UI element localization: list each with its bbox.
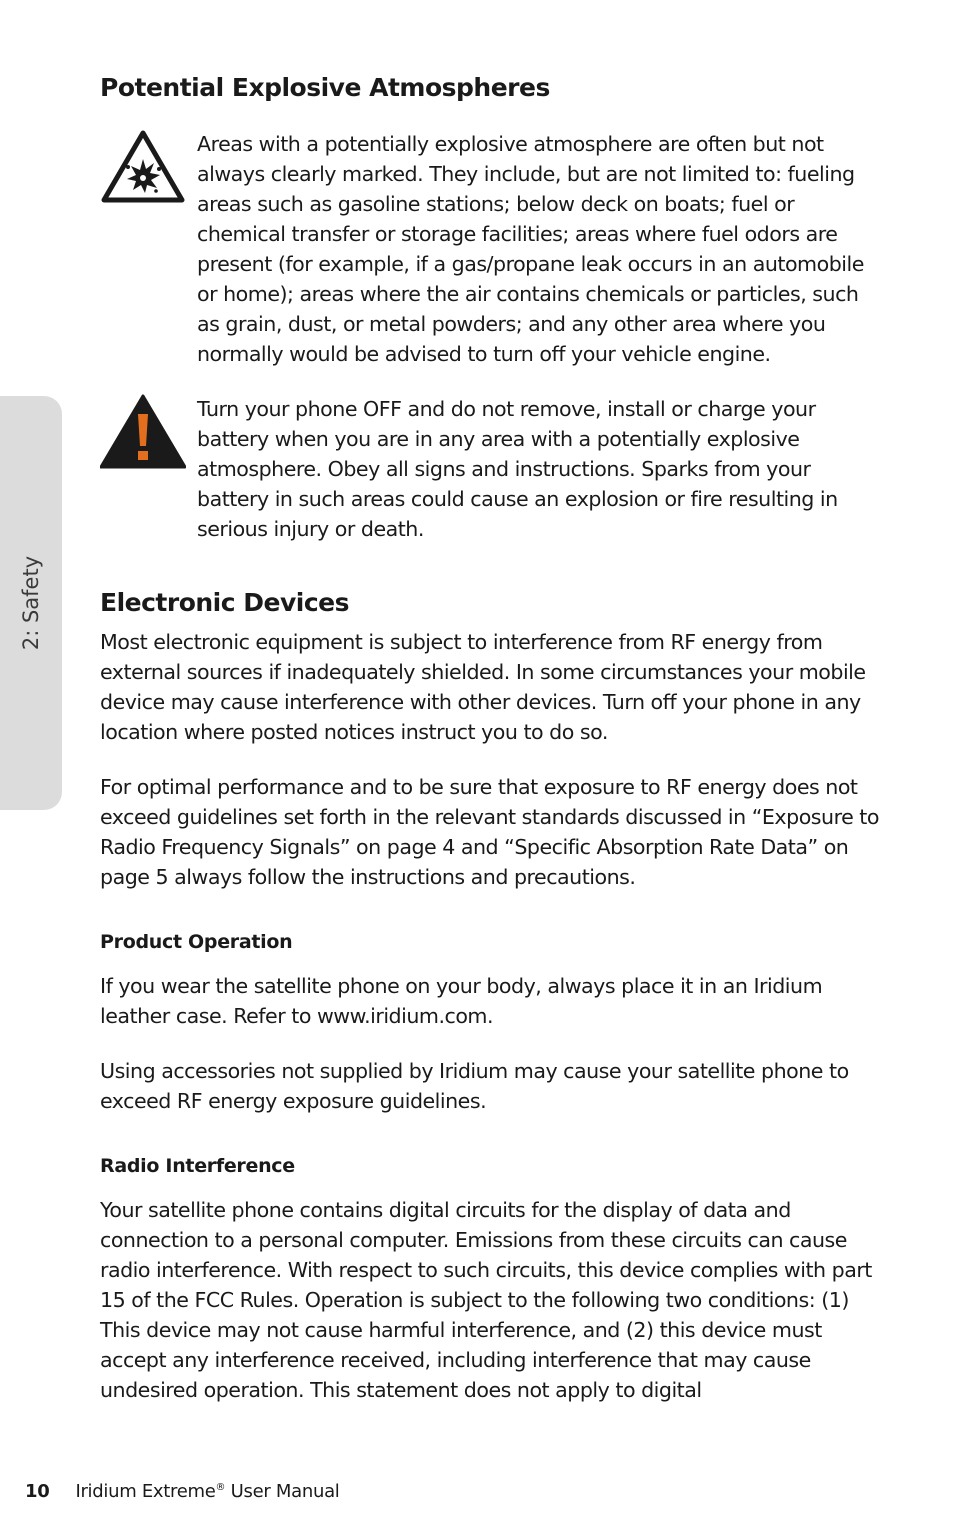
section-title-electronic: Electronic Devices — [100, 588, 349, 617]
product-paragraph-2: Using accessories not supplied by Iridium may cause your satellite phone to exceed RF energy exposure guidelines. — [100, 1059, 849, 1113]
subsection-title-radio-interference: Radio Interference — [100, 1155, 295, 1177]
page-number: 10 — [25, 1481, 50, 1502]
electronic-paragraph-2: For optimal performance and to be sure that exposure to RF energy does not exceed guidelines set forth in the relevant standards discussed in “Exposure to Radio Frequency Signals” on page 4 and “Specific Absorption Rate Data” on page 5 always follow the instructions and precautions. — [100, 775, 879, 889]
warning-block-phone-off — [100, 394, 880, 544]
product-paragraph-1: If you wear the satellite phone on your body, always place it in an Iridium leather case. Refer to www.iridium.com. — [100, 974, 823, 1028]
manual-title: Iridium Extreme — [75, 1481, 216, 1502]
registered-mark: ® — [215, 1482, 226, 1493]
manual-title-suffix: User Manual — [225, 1481, 340, 1502]
radio-paragraph-1: Your satellite phone contains digital circuits for the display of data and connection to a personal computer. Emissions from these circuits can cause radio interference. With respect to such circuits, this device complies with part 15 of the FCC Rules. Operation is subject to the following two conditions: (1) This device may not cause harmful interference, and (2) this device must accept any interference received, including interference that may cause undesired operation. This statement does not apply to digital — [100, 1198, 872, 1402]
warning-block-explosive — [100, 129, 880, 369]
page-content — [100, 70, 880, 1405]
warning-text-phone-off: Turn your phone OFF and do not remove, install or charge your battery when you are in any area with a potentially explosive atmosphere. Obey all signs and instructions. Sparks from your battery in such areas could cause an explosion or fire resulting in serious injury or death. — [197, 397, 838, 541]
explosion-warning-icon — [100, 129, 197, 209]
page-footer — [25, 1481, 340, 1502]
caution-exclamation-icon — [100, 394, 197, 474]
side-tab-label: 2: Safety — [19, 555, 43, 651]
subsection-title-product-operation: Product Operation — [100, 931, 293, 953]
warning-text-explosive-areas: Areas with a potentially explosive atmosphere are often but not always clearly marked. They include, but are not limited to: fueling areas such as gasoline stations; below deck on boats; fuel or chemical transfer or storage facilities; areas where fuel odors are present (for example, if a gas/propane leak occurs in an automobile or home); areas where the air contains chemicals or particles, such as grain, dust, or metal powders; and any other area where you normally would be advised to turn off your vehicle engine. — [197, 132, 864, 366]
section-title-explosive: Potential Explosive Atmospheres — [100, 73, 550, 102]
electronic-paragraph-1: Most electronic equipment is subject to interference from RF energy from external sources if inadequately shielded. In some circumstances your mobile device may cause interference with other devices. Turn off your phone in any location where posted notices instruct you to do so. — [100, 630, 866, 744]
